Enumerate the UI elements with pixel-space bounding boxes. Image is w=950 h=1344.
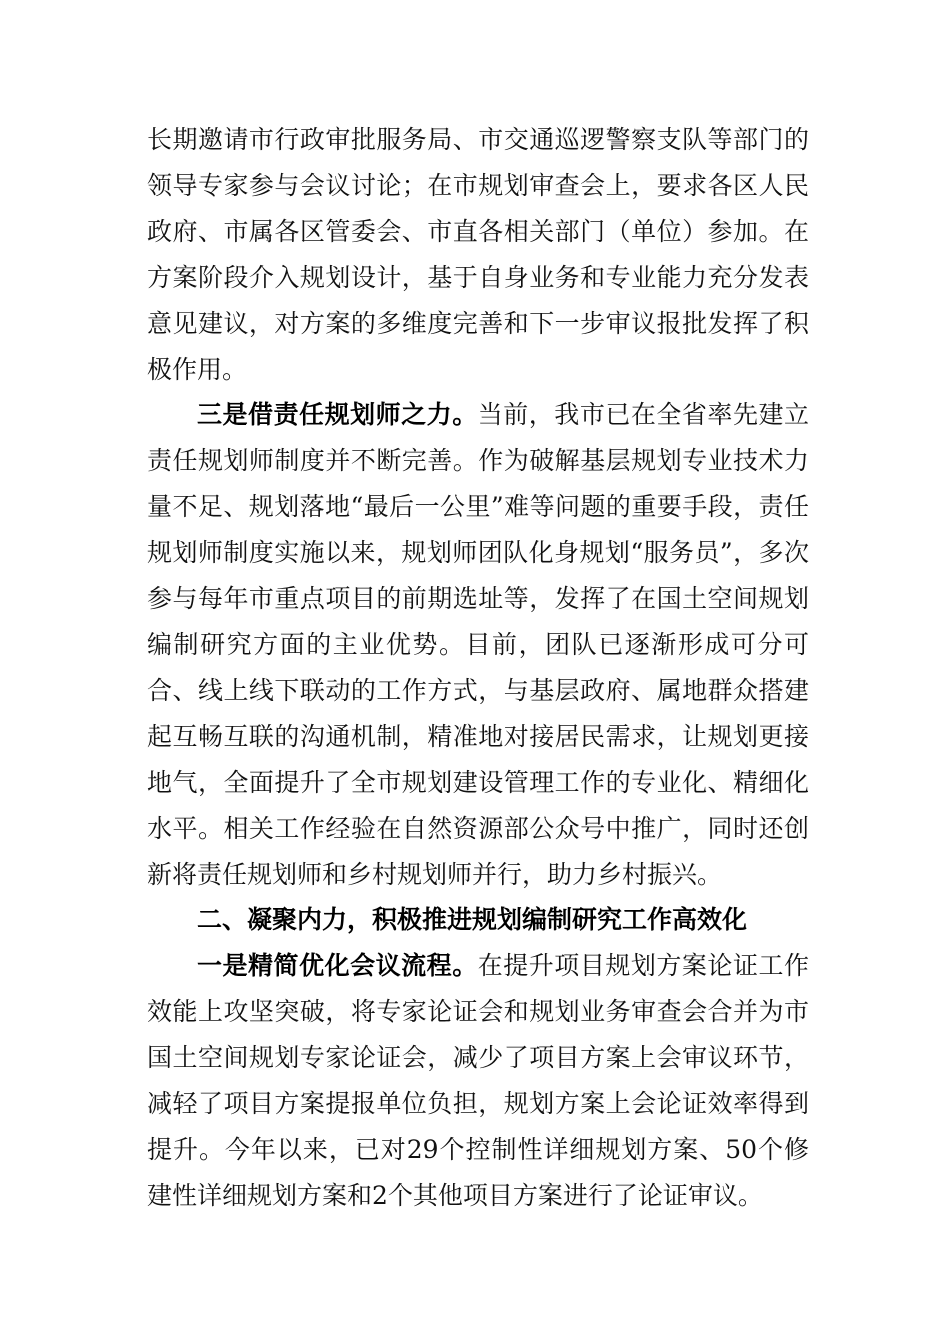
paragraph-lead: 三是借责任规划师之力。: [197, 400, 478, 430]
paragraph-lead: 一是精简优化会议流程。: [197, 951, 478, 981]
paragraph-text: 当前，我市已在全省率先建立责任规划师制度并不断完善。作为破解基层规划专业技术力量不足、规划落地“最后一公里”难等问题的重要手段，责任规划师制度实施以来，规划师团队化身规划“服务员”，多次参与每年市重点项目的前期选址等，发挥了在国土空间规划编制研究方面的主业优势。目前，团队已逐渐形成可分可合、线上线下联动的工作方式，与基层政府、属地群众搭建起互畅互联的沟通机制，精准地对接居民需求，让规划更接地气，全面提升了全市规划建设管理工作的专业化、精细化水平。相关工作经验在自然资源部公众号中推广，同时还创新将责任规划师和乡村规划师并行，助力乡村振兴。: [147, 400, 809, 889]
section-heading: 二、凝聚内力，积极推进规划编制研究工作高效化: [197, 905, 748, 935]
paragraph-responsible-planner: [147, 392, 809, 897]
paragraph-text: 长期邀请市行政审批服务局、市交通巡逻警察支队等部门的领导专家参与会议讨论；在市规划审查会上，要求各区人民政府、市属各区管委会、市直各相关部门（单位）参加。在方案阶段介入规划设计，基于自身业务和专业能力充分发表意见建议，对方案的多维度完善和下一步审议报批发挥了积极作用。: [147, 125, 809, 384]
paragraph-meeting-process: [147, 943, 809, 1218]
paragraph-continued: [147, 117, 809, 392]
document-body: [147, 117, 809, 1219]
paragraph-text: 在提升项目规划方案论证工作效能上攻坚突破，将专家论证会和规划业务审查会合并为市国土空间规划专家论证会，减少了项目方案上会审议环节，减轻了项目方案提报单位负担，规划方案上会论证效率得到提升。今年以来，已对29个控制性详细规划方案、50个修建性详细规划方案和2个其他项目方案进行了论证审议。: [147, 951, 809, 1210]
